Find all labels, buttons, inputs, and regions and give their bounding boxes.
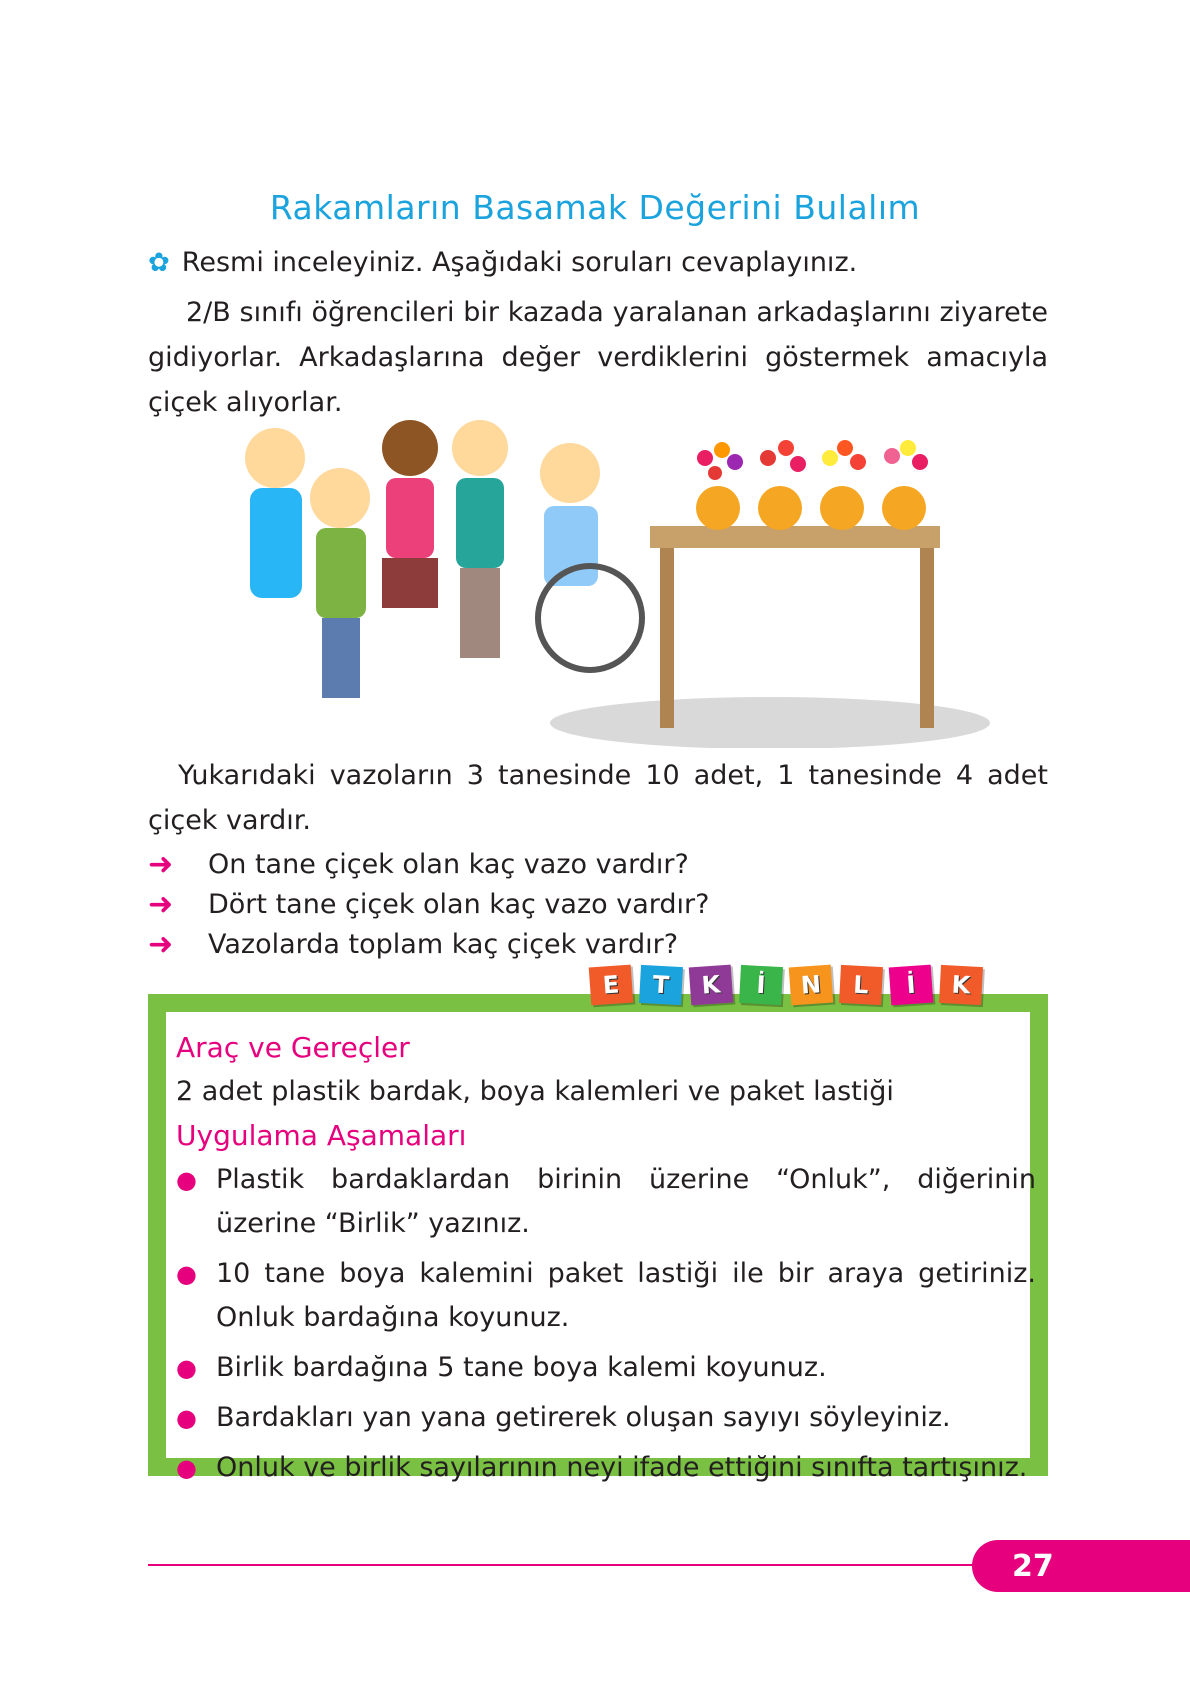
flower-icon: ✿ [148,248,170,278]
flowers [697,440,928,480]
list-item: ● Bardakları yan yana getirerek oluşan sayıyı söyleyiniz. [176,1396,1036,1440]
list-item: ● Plastik bardaklardan birinin üzerine “Onluk”, diğerinin üzerine “Birlik” yazınız. [176,1158,1036,1246]
list-item: ➜ Vazolarda toplam kaç çiçek vardır? [148,925,1048,965]
banner-letter-tile: T [639,965,683,1005]
vase [882,486,926,530]
activity-box [148,994,1048,1483]
bullet-icon: ● [176,1404,197,1432]
list-item: ● Birlik bardağına 5 tane boya kalemi koyunuz. [176,1346,1036,1390]
list-item: ➜ Dört tane çiçek olan kaç vazo vardır? [148,885,1048,925]
materials-text: 2 adet plastik bardak, boya kalemleri ve paket lastiği [176,1076,894,1107]
page-title: Rakamların Basamak Değerini Bulalım [269,188,921,227]
arrow-right-icon: ➜ [148,887,174,922]
banner-letter-tile: İ [889,965,934,1006]
bullet-icon: ● [176,1260,197,1288]
children [245,420,642,698]
page-number: 27 [972,1540,1190,1592]
vase [696,486,740,530]
bullet-icon: ● [176,1354,197,1382]
vase [758,486,802,530]
materials-heading: Araç ve Gereçler [176,1031,410,1064]
instruction-text: Resmi inceleyiniz. Aşağıdaki soruları cevaplayınız. [181,247,858,278]
list-item: ● Onluk ve birlik sayılarının neyi ifade ettiğini sınıfta tartışınız. [176,1446,1036,1490]
arrow-right-icon: ➜ [148,927,174,962]
arrow-right-icon: ➜ [148,847,174,882]
story-paragraph: 2/B sınıfı öğrencileri bir kazada yaralanan arkadaşlarını ziyarete gidiyorlar. Arkadaşlarına değer verdiklerini göstermek amacıyla çiçek alıyorlar. [148,297,1048,418]
banner-letter-tile: N [789,965,834,1006]
steps-heading: Uygulama Aşamaları [176,1119,467,1152]
vases [696,486,926,530]
footer-divider [148,1564,978,1566]
banner-letter-tile: E [589,965,634,1006]
list-item: ➜ On tane çiçek olan kaç vazo vardır? [148,845,1048,885]
instruction [148,240,1048,286]
etkinlik-banner [590,966,982,1010]
list-item: ● 10 tane boya kalemini paket lastiği ile bir araya getiriniz. Onluk bardağına koyunuz. [176,1252,1036,1340]
vase [820,486,864,530]
banner-letter-tile: İ [739,965,783,1005]
bullet-icon: ● [176,1166,197,1194]
question-list [148,845,1048,965]
bullet-icon: ● [176,1454,197,1482]
vase-paragraph: Yukarıdaki vazoların 3 tanesinde 10 adet, 1 tanesinde 4 adet çiçek vardır. [148,760,1048,836]
classroom-illustration [230,418,1000,748]
banner-letter-tile: K [939,965,983,1005]
banner-letter-tile: K [689,965,734,1006]
banner-letter-tile: L [839,965,883,1005]
steps-list [176,1158,1036,1490]
